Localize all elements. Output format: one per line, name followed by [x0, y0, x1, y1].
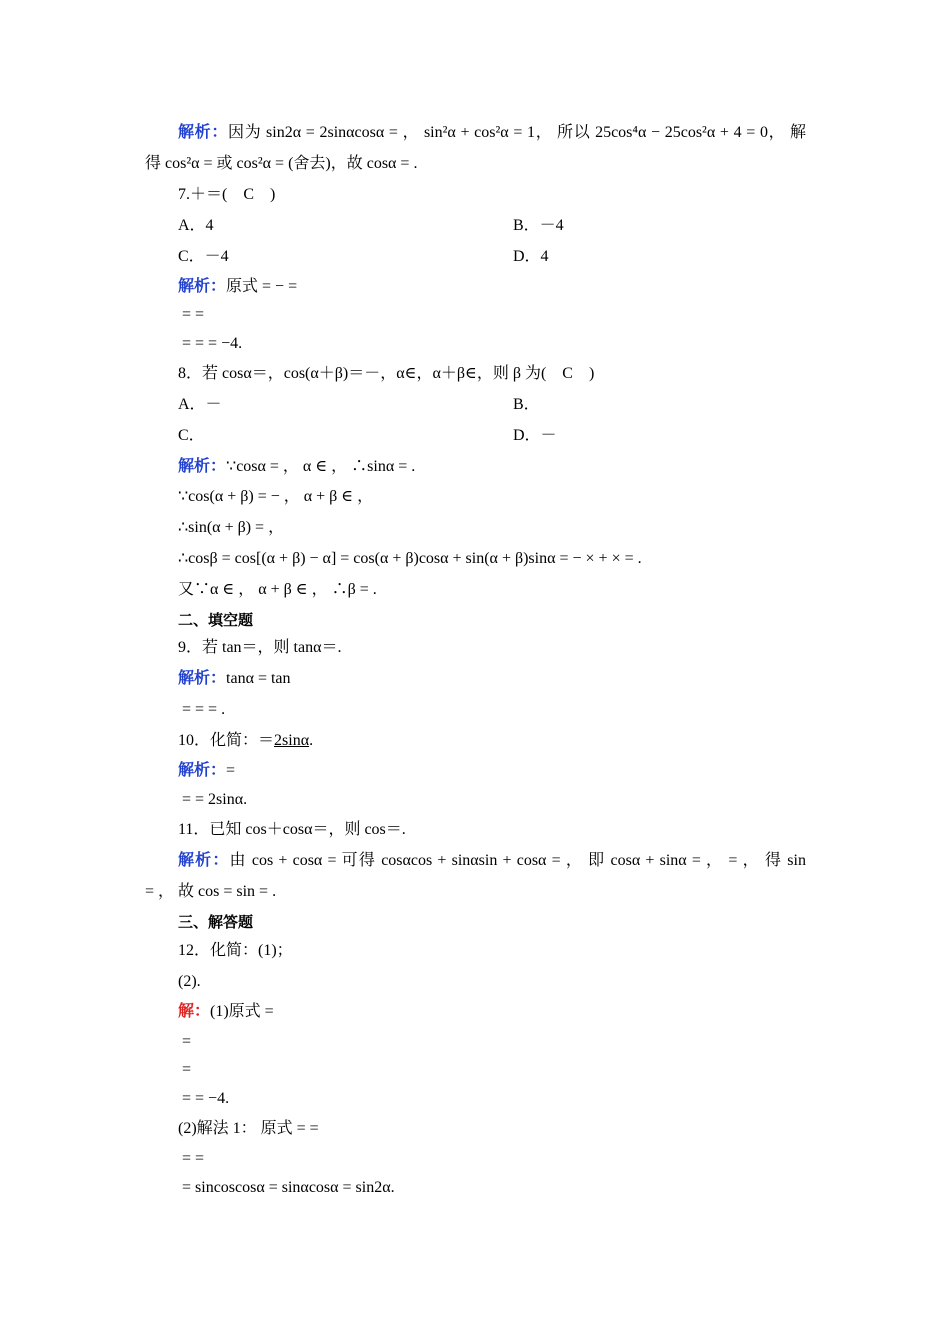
- solution-step: = = −4.: [182, 1090, 230, 1107]
- solution-text: tanα = tan: [226, 670, 291, 687]
- solution-line: [178, 1002, 274, 1022]
- solution-text: (1)原式 =: [210, 1003, 274, 1020]
- solution-step: =: [182, 1033, 192, 1050]
- option-d: D．4: [513, 248, 549, 265]
- solution-step: ∵cos(α + β) = − ， α + β ∈ ，: [178, 488, 374, 505]
- option-b: B．: [513, 396, 540, 413]
- question-11: 11．已知 cos＋cosα＝，则 cos＝.: [178, 821, 406, 838]
- question-12: 12．化简：(1)；: [178, 942, 293, 959]
- solution-line: [178, 277, 297, 297]
- question-text: 10．化简：＝: [178, 732, 275, 749]
- solution-step: = = = .: [182, 701, 226, 718]
- solution-text: 由 cos + cosα = 可得 cosαcos + sinαsin + cosα = ， 即 cosα + sinα = ， = ， 得 sin: [229, 852, 806, 869]
- solution-step: = = 2sinα.: [182, 791, 248, 808]
- solution-label: 解析：: [178, 124, 229, 141]
- solution-step: 又∵α ∈ ， α + β ∈ ， ∴β = .: [178, 581, 377, 598]
- solution-text: ∵cosα = ， α ∈ ， ∴sinα = .: [226, 458, 416, 475]
- solution-step: (2)解法 1： 原式 = =: [178, 1120, 319, 1137]
- solution-step: = =: [182, 1150, 205, 1167]
- question-10: [178, 731, 313, 751]
- answer-underlined: 2sinα: [274, 732, 310, 749]
- solution-line: 得 cos²α = 或 cos²α = (舍去)，故 cosα = .: [145, 155, 418, 172]
- solution-line: [178, 669, 291, 689]
- solution-text: =: [226, 762, 236, 779]
- solution-line: [178, 123, 806, 143]
- answer-label: 解：: [178, 1003, 211, 1020]
- question-7: 7.＋＝( C ): [178, 186, 276, 203]
- solution-label: 解析：: [178, 278, 227, 295]
- solution-step: ∴cosβ = cos[(α + β) − α] = cos(α + β)cosα + sin(α + β)sinα = − × + × = .: [178, 550, 642, 567]
- solution-step: ∴sin(α + β) = ，: [178, 519, 285, 536]
- solution-line: = ， 故 cos = sin = .: [145, 883, 277, 900]
- solution-label: 解析：: [178, 852, 230, 869]
- option-d: D．－: [513, 427, 557, 444]
- section-heading-answer: 三、解答题: [178, 913, 254, 931]
- option-a: A．－: [178, 396, 222, 413]
- solution-label: 解析：: [178, 670, 227, 687]
- option-a: A．4: [178, 217, 214, 234]
- solution-text: 因为 sin2α = 2sinαcosα = ， sin²α + cos²α = 1， 所以 25cos⁴α − 25cos²α + 4 = 0， 解: [228, 124, 806, 141]
- question-9: 9．若 tan＝，则 tanα＝.: [178, 639, 342, 656]
- solution-line: [178, 851, 806, 871]
- question-8: 8．若 cosα＝，cos(α＋β)＝－，α∈，α＋β∈，则 β 为( C ): [178, 365, 595, 382]
- solution-step: = sincoscosα = sinαcosα = sin2α.: [182, 1179, 395, 1196]
- question-end: .: [309, 732, 314, 749]
- solution-label: 解析：: [178, 458, 227, 475]
- question-12-part2: (2).: [178, 973, 201, 990]
- solution-step: =: [182, 1061, 192, 1078]
- section-heading-fill-in: 二、填空题: [178, 611, 254, 629]
- solution-step: = = = −4.: [182, 335, 243, 352]
- solution-step: = =: [182, 306, 205, 323]
- option-b: B．－4: [513, 217, 564, 234]
- solution-line: [178, 761, 235, 781]
- solution-text: 原式 = − =: [226, 278, 298, 295]
- option-c: C．－4: [178, 248, 229, 265]
- solution-label: 解析：: [178, 762, 227, 779]
- option-c: C．: [178, 427, 205, 444]
- solution-line: [178, 457, 415, 477]
